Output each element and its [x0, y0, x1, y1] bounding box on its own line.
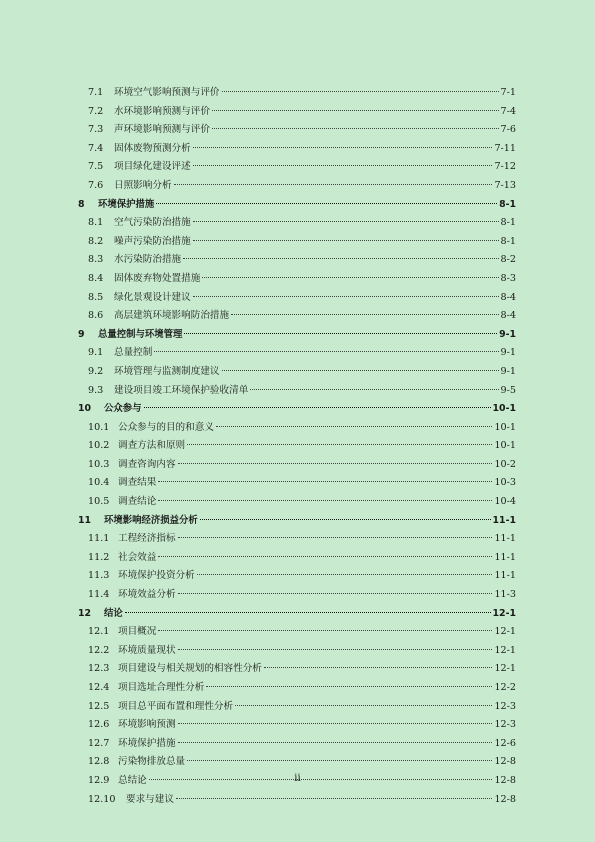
toc-entry-title: 环境效益分析 [118, 589, 176, 601]
toc-entry-title: 污染物排放总量 [118, 756, 186, 768]
toc-section-entry[interactable] [78, 456, 516, 475]
toc-entry-page: 11-1 [494, 533, 516, 545]
toc-entry-page: 8-2 [500, 254, 516, 266]
toc-entry-page: 12-8 [494, 774, 516, 786]
toc-entry-number: 8.4 [88, 272, 104, 284]
toc-section-entry[interactable] [78, 121, 516, 140]
toc-chapter-entry[interactable] [78, 512, 516, 531]
toc-dot-leader [158, 481, 492, 482]
toc-section-entry[interactable] [78, 103, 516, 122]
toc-entry-page: 9-1 [499, 328, 516, 340]
toc-entry-title: 环境保护措施 [118, 737, 176, 749]
toc-dot-leader [184, 333, 497, 334]
toc-dot-leader [144, 407, 491, 408]
toc-section-entry[interactable] [78, 753, 516, 772]
toc-entry-title: 环境保护投资分析 [118, 570, 195, 582]
toc-entry-title: 公众参与的目的和意义 [118, 421, 214, 433]
toc-entry-number: 11.2 [88, 551, 110, 563]
toc-dot-leader [222, 91, 499, 92]
toc-entry-title: 环境质量现状 [118, 644, 176, 656]
toc-dot-leader [193, 240, 499, 241]
toc-entry-page: 12-1 [494, 626, 516, 638]
toc-entry-title: 固体废物预测分析 [114, 142, 191, 154]
toc-dot-leader [197, 574, 493, 575]
toc-entry-page: 10-1 [494, 440, 516, 452]
toc-dot-leader [178, 723, 493, 724]
toc-dot-leader [187, 444, 492, 445]
toc-section-entry[interactable] [78, 642, 516, 661]
toc-entry-title: 噪声污染防治措施 [114, 235, 191, 247]
toc-entry-number: 12.2 [88, 644, 110, 656]
toc-entry-page: 11-3 [494, 589, 516, 601]
toc-entry-page: 11-1 [492, 514, 516, 526]
toc-section-entry[interactable] [78, 289, 516, 308]
toc-entry-title: 项目总平面布置和理性分析 [118, 700, 234, 712]
toc-section-entry[interactable] [78, 177, 516, 196]
toc-dot-leader [174, 184, 493, 185]
toc-entry-title: 公众参与 [104, 403, 142, 415]
toc-entry-number: 10.4 [88, 477, 110, 489]
toc-entry-page: 7-1 [500, 87, 516, 98]
toc-entry-number: 10 [78, 403, 92, 415]
toc-section-entry[interactable] [78, 474, 516, 493]
toc-entry-title: 项目选址合理性分析 [118, 682, 205, 693]
toc-section-entry[interactable] [78, 586, 516, 605]
toc-dot-leader [235, 705, 492, 706]
toc-entry-page: 10-1 [494, 421, 516, 433]
toc-entry-number: 7.5 [88, 161, 104, 173]
toc-section-entry[interactable] [78, 382, 516, 401]
toc-entry-title: 环境影响经济损益分析 [104, 514, 198, 526]
toc-section-entry[interactable] [78, 233, 516, 252]
toc-dot-leader [193, 296, 499, 297]
toc-entry-number: 8.6 [88, 310, 104, 322]
toc-section-entry[interactable] [78, 698, 516, 717]
toc-dot-leader [250, 389, 498, 390]
toc-entry-page: 8-1 [500, 217, 516, 229]
page-number: ii [294, 773, 301, 784]
toc-entry-number: 12.1 [88, 626, 110, 638]
toc-dot-leader [178, 742, 493, 743]
toc-entry-number: 12.5 [88, 700, 110, 712]
toc-dot-leader [178, 463, 493, 464]
toc-entry-title: 绿化景观设计建议 [114, 291, 191, 303]
toc-entry-page: 12-6 [494, 737, 516, 749]
toc-entry-page: 10-3 [494, 477, 516, 489]
toc-entry-title: 调查方法和原则 [118, 440, 186, 452]
toc-entry-number: 10.5 [88, 496, 110, 508]
toc-entry-title: 总量控制 [114, 347, 153, 359]
toc-entry-title: 高层建筑环境影响防治措施 [114, 310, 230, 322]
toc-section-entry[interactable] [78, 791, 516, 810]
toc-section-entry[interactable] [78, 716, 516, 735]
toc-entry-title: 社会效益 [118, 551, 157, 563]
toc-entry-number: 8 [78, 198, 85, 210]
toc-dot-leader [158, 556, 492, 557]
toc-section-entry[interactable] [78, 549, 516, 568]
toc-entry-title: 声环境影响预测与评价 [114, 124, 210, 136]
toc-entry-title: 环境影响预测 [118, 719, 176, 731]
toc-entry-page: 11-1 [494, 551, 516, 563]
toc-chapter-entry[interactable] [78, 326, 516, 345]
toc-dot-leader [216, 426, 493, 427]
toc-entry-page: 7-11 [494, 142, 516, 154]
toc-dot-leader [202, 277, 498, 278]
toc-entry-page: 12-1 [492, 607, 516, 619]
toc-chapter-entry[interactable] [78, 196, 516, 215]
toc-entry-title: 总量控制与环境管理 [98, 328, 183, 340]
toc-dot-leader [193, 165, 493, 166]
toc-entry-title: 环境管理与监测制度建议 [114, 365, 220, 377]
toc-entry-number: 7.1 [88, 87, 104, 98]
toc-entry-number: 7.4 [88, 142, 104, 154]
toc-dot-leader [264, 667, 493, 668]
toc-chapter-entry[interactable] [78, 605, 516, 624]
toc-section-entry[interactable] [78, 530, 516, 549]
toc-entry-number: 12.7 [88, 737, 110, 749]
toc-entry-title: 水环境影响预测与评价 [114, 105, 210, 117]
toc-entry-number: 12.9 [88, 774, 110, 786]
toc-section-entry[interactable] [78, 493, 516, 512]
toc-section-entry[interactable] [78, 623, 516, 642]
toc-dot-leader [212, 128, 499, 129]
toc-entry-number: 11 [78, 514, 92, 526]
toc-section-entry[interactable] [78, 419, 516, 438]
toc-entry-title: 结论 [104, 607, 123, 619]
toc-entry-number: 8.5 [88, 291, 104, 303]
toc-entry-page: 10-1 [492, 403, 516, 415]
toc-section-entry[interactable] [78, 270, 516, 289]
toc-dot-leader [231, 314, 498, 315]
toc-entry-page: 12-3 [494, 719, 516, 731]
toc-entry-title: 建设项目竣工环境保护验收清单 [114, 384, 249, 396]
toc-entry-page: 8-1 [500, 235, 516, 247]
toc-dot-leader [212, 110, 499, 111]
toc-entry-number: 8.2 [88, 235, 104, 247]
toc-entry-number: 12.10 [88, 793, 116, 805]
toc-dot-leader [178, 537, 493, 538]
toc-dot-leader [222, 370, 499, 371]
toc-entry-page: 9-1 [500, 347, 516, 359]
toc-section-entry[interactable] [78, 679, 516, 698]
toc-section-entry[interactable] [78, 363, 516, 382]
toc-entry-number: 12.4 [88, 682, 110, 693]
toc-dot-leader [178, 593, 493, 594]
toc-entry-number: 11.1 [88, 533, 110, 545]
toc-dot-leader [178, 649, 493, 650]
toc-entry-page: 12-8 [494, 756, 516, 768]
toc-section-entry[interactable] [78, 660, 516, 679]
toc-dot-leader [187, 760, 492, 761]
toc-section-entry[interactable] [78, 214, 516, 233]
toc-chapter-entry[interactable] [78, 400, 516, 419]
toc-entry-page: 10-2 [494, 458, 516, 470]
toc-section-entry[interactable] [78, 437, 516, 456]
toc-entry-title: 项目建设与相关规划的相容性分析 [118, 663, 262, 675]
toc-section-entry[interactable] [78, 735, 516, 754]
toc-section-entry[interactable] [78, 567, 516, 586]
toc-entry-page: 7-6 [500, 124, 516, 136]
toc-entry-title: 调查结论 [118, 496, 157, 508]
toc-entry-number: 9.1 [88, 347, 104, 359]
toc-entry-number: 9.3 [88, 384, 104, 396]
toc-entry-page: 10-4 [494, 496, 516, 508]
toc-entry-page: 9-5 [500, 384, 516, 396]
toc-entry-page: 7-12 [494, 161, 516, 173]
toc-entry-number: 9 [78, 328, 85, 340]
toc-entry-number: 8.3 [88, 254, 104, 266]
toc-dot-leader [193, 147, 493, 148]
toc-entry-number: 7.3 [88, 124, 104, 136]
toc-dot-leader [158, 630, 492, 631]
toc-entry-page: 7-4 [500, 105, 516, 117]
toc-entry-title: 环境空气影响预测与评价 [114, 87, 220, 98]
toc-entry-page: 8-1 [499, 198, 516, 210]
toc-section-entry[interactable] [78, 140, 516, 159]
toc-dot-leader [200, 519, 491, 520]
toc-entry-page: 12-2 [494, 682, 516, 693]
toc-entry-title: 调查咨询内容 [118, 458, 176, 470]
toc-entry-page: 12-3 [494, 700, 516, 712]
toc-entry-title: 要求与建议 [126, 793, 174, 805]
toc-entry-title: 总结论 [118, 774, 147, 786]
toc-entry-page: 7-13 [494, 179, 516, 191]
toc-entry-title: 调查结果 [118, 477, 157, 489]
toc-dot-leader [176, 798, 492, 799]
toc-entry-page: 12-1 [494, 663, 516, 675]
toc-entry-number: 12.8 [88, 756, 110, 768]
toc-dot-leader [206, 686, 492, 687]
toc-entry-title: 环境保护措施 [98, 198, 155, 210]
toc-entry-number: 11.4 [88, 589, 110, 601]
toc-entry-page: 9-1 [500, 365, 516, 377]
toc-dot-leader [158, 500, 492, 501]
toc-entry-title: 工程经济指标 [118, 533, 176, 545]
toc-dot-leader [125, 612, 491, 613]
toc-entry-title: 日照影响分析 [114, 179, 172, 191]
toc-entry-number: 8.1 [88, 217, 104, 229]
toc-section-entry[interactable] [78, 251, 516, 270]
toc-entry-title: 项目绿化建设评述 [114, 161, 191, 173]
toc-entry-page: 11-1 [494, 570, 516, 582]
toc-dot-leader [156, 203, 497, 204]
toc-entry-number: 9.2 [88, 365, 104, 377]
toc-entry-number: 10.1 [88, 421, 110, 433]
toc-entry-number: 10.2 [88, 440, 110, 452]
toc-entry-number: 12.6 [88, 719, 110, 731]
toc-section-entry[interactable] [78, 84, 516, 103]
toc-dot-leader [154, 351, 498, 352]
toc-entry-title: 项目概况 [118, 626, 157, 638]
toc-entry-number: 10.3 [88, 458, 110, 470]
toc-entry-number: 11.3 [88, 570, 110, 582]
toc-entry-number: 12.3 [88, 663, 110, 675]
toc-dot-leader [193, 221, 499, 222]
toc-section-entry[interactable] [78, 158, 516, 177]
toc-entry-number: 7.6 [88, 179, 104, 191]
table-of-contents [78, 84, 516, 809]
toc-entry-page: 8-4 [500, 310, 516, 322]
toc-entry-page: 8-4 [500, 291, 516, 303]
toc-entry-number: 12 [78, 607, 92, 619]
toc-entry-page: 8-3 [500, 272, 516, 284]
toc-section-entry[interactable] [78, 307, 516, 326]
toc-entry-title: 水污染防治措施 [114, 254, 182, 266]
toc-entry-title: 固体废弃物处置措施 [114, 272, 201, 284]
toc-dot-leader [183, 258, 498, 259]
toc-entry-page: 12-8 [494, 793, 516, 805]
toc-entry-number: 7.2 [88, 105, 104, 117]
toc-section-entry[interactable] [78, 344, 516, 363]
toc-entry-title: 空气污染防治措施 [114, 217, 191, 229]
toc-entry-page: 12-1 [494, 644, 516, 656]
